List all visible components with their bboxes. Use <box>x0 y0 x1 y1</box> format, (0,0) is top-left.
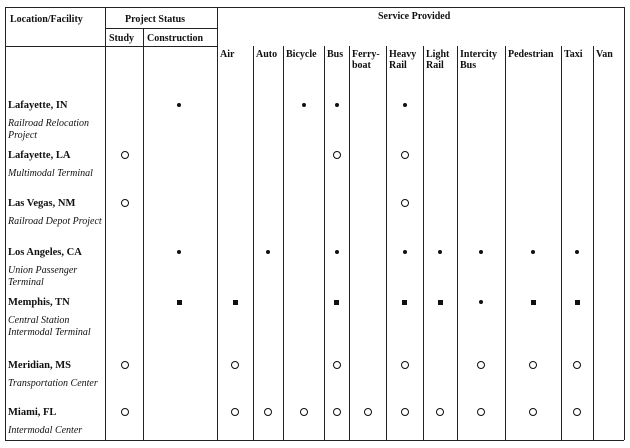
row-facility: Transportation Center <box>8 378 98 389</box>
column-divider <box>143 28 144 440</box>
mark-bus <box>333 361 341 369</box>
column-divider <box>561 46 562 440</box>
mark-auto <box>266 250 270 254</box>
row-location: Los Angeles, CA <box>8 247 82 258</box>
column-divider <box>457 46 458 440</box>
header-study: Study <box>109 33 135 44</box>
status-study-mark <box>121 361 129 369</box>
header-service-line: Ferry- <box>352 49 380 60</box>
mark-ferryboat <box>364 408 372 416</box>
mark-heavy-rail <box>403 103 407 107</box>
mark-heavy-rail <box>401 361 409 369</box>
header-service-air <box>220 49 234 60</box>
mark-intercity-bus <box>477 408 485 416</box>
header-service-line: Bus <box>460 60 477 71</box>
mark-light-rail <box>438 250 442 254</box>
header-service-bicycle <box>286 49 317 60</box>
column-divider <box>283 46 284 440</box>
mark-heavy-rail <box>402 300 407 305</box>
header-service-line: Rail <box>426 60 444 71</box>
column-divider <box>324 46 325 440</box>
mark-intercity-bus <box>479 300 483 304</box>
mark-bus <box>335 250 339 254</box>
header-service-line: Bicycle <box>286 49 317 60</box>
row-location: Miami, FL <box>8 407 57 418</box>
row-facility: Intermodal Center <box>8 425 83 436</box>
mark-air <box>231 361 239 369</box>
mark-intercity-bus <box>479 250 483 254</box>
mark-pedestrian <box>529 361 537 369</box>
header-divider <box>105 28 217 29</box>
header-service-line: Air <box>220 49 235 60</box>
mark-taxi <box>573 361 581 369</box>
header-service-line: Taxi <box>564 49 583 60</box>
column-divider <box>505 46 506 440</box>
row-location: Las Vegas, NM <box>8 198 76 209</box>
mark-heavy-rail <box>403 250 407 254</box>
header-service-heavy-rail <box>389 49 416 71</box>
mark-pedestrian <box>529 408 537 416</box>
table-border-left <box>5 7 6 440</box>
mark-bicycle <box>300 408 308 416</box>
table-border-top <box>5 7 624 8</box>
column-divider <box>217 7 218 440</box>
mark-heavy-rail <box>401 408 409 416</box>
mark-air <box>231 408 239 416</box>
header-service-taxi <box>564 49 583 60</box>
mark-bus <box>334 300 339 305</box>
row-facility: Multimodal Terminal <box>8 168 93 179</box>
status-study-mark <box>121 199 129 207</box>
header-service-pedestrian <box>508 49 554 60</box>
column-divider <box>253 46 254 440</box>
mark-taxi <box>575 250 579 254</box>
column-divider <box>593 46 594 440</box>
header-service-line: Pedestrian <box>508 49 554 60</box>
header-location: Location/Facility <box>10 14 83 25</box>
column-divider <box>423 46 424 440</box>
header-service-bus <box>327 49 343 60</box>
header-service-line: Bus <box>327 49 344 60</box>
header-service-van <box>596 49 613 60</box>
mark-air <box>233 300 238 305</box>
mark-pedestrian <box>531 250 535 254</box>
row-facility: Railroad Relocation Project <box>8 118 90 141</box>
status-construction-mark <box>177 300 182 305</box>
header-service-line: Van <box>596 49 613 60</box>
mark-bus <box>333 408 341 416</box>
row-location: Lafayette, LA <box>8 150 71 161</box>
mark-bicycle <box>302 103 306 107</box>
header-service-line: Auto <box>256 49 278 60</box>
header-service-line: Heavy <box>389 49 417 60</box>
header-service-line: Intercity <box>460 49 498 60</box>
header-service-line: Rail <box>389 60 407 71</box>
header-construction: Construction <box>147 33 204 44</box>
header-service-light-rail <box>426 49 449 71</box>
header-service-line: Light <box>426 49 450 60</box>
header-service-auto <box>256 49 277 60</box>
row-facility: Railroad Depot Project <box>8 216 102 227</box>
mark-bus <box>333 151 341 159</box>
header-service-provided: Service Provided <box>378 11 451 22</box>
header-service-line: boat <box>352 60 371 71</box>
status-study-mark <box>121 151 129 159</box>
status-construction-mark <box>177 103 181 107</box>
row-location: Lafayette, IN <box>8 100 68 111</box>
column-divider <box>349 46 350 440</box>
header-project-status: Project Status <box>125 14 186 25</box>
mark-light-rail <box>436 408 444 416</box>
mark-light-rail <box>438 300 443 305</box>
mark-bus <box>335 103 339 107</box>
status-study-mark <box>121 408 129 416</box>
row-facility: Union Passenger Terminal <box>8 265 78 288</box>
mark-heavy-rail <box>401 199 409 207</box>
header-service-intercity-bus <box>460 49 497 71</box>
mark-taxi <box>573 408 581 416</box>
header-divider <box>5 46 217 47</box>
column-divider <box>386 46 387 440</box>
row-facility: Central Station Intermodal Terminal <box>8 315 91 338</box>
table-border-right <box>624 7 625 440</box>
header-service-ferryboat <box>352 49 380 71</box>
mark-heavy-rail <box>401 151 409 159</box>
row-location: Memphis, TN <box>8 297 70 308</box>
mark-pedestrian <box>531 300 536 305</box>
table-border-bottom <box>5 440 624 441</box>
row-location: Meridian, MS <box>8 360 71 371</box>
status-construction-mark <box>177 250 181 254</box>
mark-taxi <box>575 300 580 305</box>
mark-intercity-bus <box>477 361 485 369</box>
mark-auto <box>264 408 272 416</box>
